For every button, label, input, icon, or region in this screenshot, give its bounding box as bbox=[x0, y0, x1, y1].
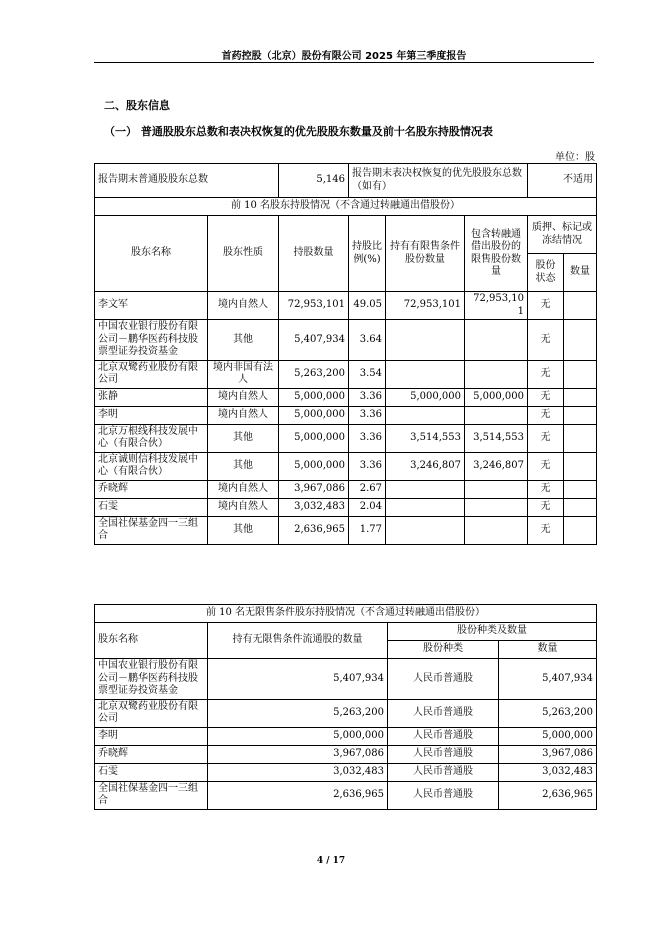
table-row bbox=[95, 781, 597, 809]
holder-ratio: 49.05 bbox=[349, 292, 386, 320]
unrestricted-holders-table bbox=[94, 604, 597, 810]
unrestricted-caption: 前 10 名无限售条件股东持股情况（不含通过转融通出借股份） bbox=[95, 605, 597, 623]
holder-restricted bbox=[386, 406, 465, 424]
holder-pledge-qty bbox=[564, 516, 597, 544]
holder-pledge-status: 无 bbox=[528, 406, 564, 424]
u-holder-qty: 3,032,483 bbox=[208, 763, 388, 781]
holder-lending bbox=[465, 360, 528, 388]
holder-ratio: 3.64 bbox=[349, 320, 386, 361]
table-row bbox=[95, 406, 597, 424]
u-holder-qty: 5,407,934 bbox=[208, 659, 388, 700]
holder-nature: 其他 bbox=[208, 320, 279, 361]
u-share-count: 5,263,200 bbox=[499, 699, 597, 727]
holder-name: 乔晓辉 bbox=[95, 480, 208, 498]
u-holder-name: 北京双鹭药业股份有限公司 bbox=[95, 699, 208, 727]
table-row bbox=[95, 452, 597, 480]
holder-restricted: 3,246,807 bbox=[386, 452, 465, 480]
holder-pledge-status: 无 bbox=[528, 516, 564, 544]
holder-ratio: 3.36 bbox=[349, 388, 386, 406]
holder-pledge-qty bbox=[564, 498, 597, 516]
holder-shares: 3,967,086 bbox=[279, 480, 349, 498]
header-lending: 包含转融通借出股份的限售股份数量 bbox=[465, 216, 528, 292]
holder-shares: 5,000,000 bbox=[279, 406, 349, 424]
holder-name: 北京诚则信科技发展中心（有限合伙） bbox=[95, 452, 208, 480]
table-row bbox=[95, 516, 597, 544]
holder-nature: 境内自然人 bbox=[208, 388, 279, 406]
holder-lending: 3,246,807 bbox=[465, 452, 528, 480]
holder-restricted bbox=[386, 498, 465, 516]
u-holder-qty: 3,967,086 bbox=[208, 745, 388, 763]
holder-ratio: 2.04 bbox=[349, 498, 386, 516]
holder-nature: 境内非国有法人 bbox=[208, 360, 279, 388]
holder-restricted bbox=[386, 360, 465, 388]
u-share-count: 3,032,483 bbox=[499, 763, 597, 781]
holder-name: 李文军 bbox=[95, 292, 208, 320]
table-row bbox=[95, 659, 597, 700]
header-u-name: 股东名称 bbox=[95, 623, 208, 659]
holder-ratio: 3.36 bbox=[349, 424, 386, 452]
holder-shares: 5,407,934 bbox=[279, 320, 349, 361]
u-holder-name: 乔晓辉 bbox=[95, 745, 208, 763]
holder-lending bbox=[465, 480, 528, 498]
header-pledge: 质押、标记或冻结情况 bbox=[528, 216, 597, 254]
table-row bbox=[95, 320, 597, 361]
common-holders-value: 5,146 bbox=[279, 164, 349, 198]
u-holder-name: 石雯 bbox=[95, 763, 208, 781]
holder-pledge-status: 无 bbox=[528, 292, 564, 320]
header-shares: 持股数量 bbox=[279, 216, 349, 292]
holder-restricted: 5,000,000 bbox=[386, 388, 465, 406]
top10-shareholders-table bbox=[94, 163, 597, 545]
holder-ratio: 2.67 bbox=[349, 480, 386, 498]
holder-ratio: 3.54 bbox=[349, 360, 386, 388]
holder-name: 北京双鹭药业股份有限公司 bbox=[95, 360, 208, 388]
holder-nature: 其他 bbox=[208, 516, 279, 544]
holder-pledge-qty bbox=[564, 388, 597, 406]
holder-shares: 5,000,000 bbox=[279, 452, 349, 480]
header-pledge-qty: 数量 bbox=[564, 254, 597, 292]
table-row bbox=[95, 498, 597, 516]
section-title: 二、股东信息 bbox=[104, 99, 170, 112]
u-holder-name: 中国农业银行股份有限公司－鹏华医药科技股票型证券投资基金 bbox=[95, 659, 208, 700]
holder-pledge-status: 无 bbox=[528, 452, 564, 480]
holder-nature: 其他 bbox=[208, 452, 279, 480]
common-holders-label: 报告期末普通股股东总数 bbox=[95, 164, 279, 198]
holder-name: 张静 bbox=[95, 388, 208, 406]
holder-nature: 境内自然人 bbox=[208, 406, 279, 424]
holder-pledge-qty bbox=[564, 452, 597, 480]
header-u-qty: 持有无限售条件流通股的数量 bbox=[208, 623, 388, 659]
header-u-type: 股份种类 bbox=[388, 641, 499, 659]
holder-pledge-status: 无 bbox=[528, 360, 564, 388]
holder-restricted: 72,953,101 bbox=[386, 292, 465, 320]
holder-pledge-qty bbox=[564, 320, 597, 361]
u-holder-name: 李明 bbox=[95, 727, 208, 745]
table-row bbox=[95, 763, 597, 781]
holder-lending bbox=[465, 498, 528, 516]
preferred-holders-value: 不适用 bbox=[528, 164, 597, 198]
holder-nature: 境内自然人 bbox=[208, 498, 279, 516]
header-ratio: 持股比例(%) bbox=[349, 216, 386, 292]
holder-shares: 5,000,000 bbox=[279, 424, 349, 452]
page-number: 4 / 17 bbox=[316, 856, 346, 866]
holder-shares: 5,000,000 bbox=[279, 388, 349, 406]
u-holder-qty: 5,263,200 bbox=[208, 699, 388, 727]
report-header: 首药控股（北京）股份有限公司 2025 年第三季度报告 bbox=[221, 51, 467, 62]
holder-nature: 其他 bbox=[208, 424, 279, 452]
holder-restricted bbox=[386, 480, 465, 498]
header-pledge-status: 股份状态 bbox=[528, 254, 564, 292]
holder-name: 李明 bbox=[95, 406, 208, 424]
u-share-type: 人民币普通股 bbox=[388, 745, 499, 763]
holder-shares: 5,263,200 bbox=[279, 360, 349, 388]
holder-pledge-status: 无 bbox=[528, 480, 564, 498]
holder-name: 中国农业银行股份有限公司－鹏华医药科技股票型证券投资基金 bbox=[95, 320, 208, 361]
holder-restricted bbox=[386, 516, 465, 544]
header-restricted: 持有有限售条件股份数量 bbox=[386, 216, 465, 292]
holder-lending bbox=[465, 320, 528, 361]
header-rule bbox=[94, 62, 594, 63]
table-row bbox=[95, 388, 597, 406]
holder-name: 全国社保基金四一三组合 bbox=[95, 516, 208, 544]
table-row bbox=[95, 745, 597, 763]
holder-shares: 2,636,965 bbox=[279, 516, 349, 544]
u-holder-name: 全国社保基金四一三组合 bbox=[95, 781, 208, 809]
holder-shares: 3,032,483 bbox=[279, 498, 349, 516]
top10-caption: 前 10 名股东持股情况（不含通过转融通出借股份） bbox=[95, 198, 597, 216]
holder-pledge-status: 无 bbox=[528, 498, 564, 516]
holder-pledge-qty bbox=[564, 406, 597, 424]
holder-pledge-qty bbox=[564, 292, 597, 320]
holder-lending: 3,514,553 bbox=[465, 424, 528, 452]
table-row bbox=[95, 727, 597, 745]
holder-name: 北京万根线科技发展中心（有限合伙） bbox=[95, 424, 208, 452]
holder-nature: 境内自然人 bbox=[208, 292, 279, 320]
holder-pledge-qty bbox=[564, 424, 597, 452]
holder-name: 石雯 bbox=[95, 498, 208, 516]
u-share-type: 人民币普通股 bbox=[388, 727, 499, 745]
holder-shares: 72,953,101 bbox=[279, 292, 349, 320]
holder-restricted bbox=[386, 320, 465, 361]
holder-pledge-status: 无 bbox=[528, 320, 564, 361]
holder-pledge-status: 无 bbox=[528, 388, 564, 406]
u-share-count: 5,000,000 bbox=[499, 727, 597, 745]
table-row bbox=[95, 480, 597, 498]
table-row bbox=[95, 699, 597, 727]
preferred-holders-label: 报告期末表决权恢复的优先股股东总数（如有） bbox=[349, 164, 528, 198]
header-holder-name: 股东名称 bbox=[95, 216, 208, 292]
holder-restricted: 3,514,553 bbox=[386, 424, 465, 452]
unit-label: 单位：股 bbox=[555, 152, 595, 163]
holder-lending: 72,953,101 bbox=[465, 292, 528, 320]
u-share-type: 人民币普通股 bbox=[388, 763, 499, 781]
holder-pledge-status: 无 bbox=[528, 424, 564, 452]
u-share-count: 2,636,965 bbox=[499, 781, 597, 809]
u-holder-qty: 5,000,000 bbox=[208, 727, 388, 745]
header-holder-nature: 股东性质 bbox=[208, 216, 279, 292]
table-row bbox=[95, 292, 597, 320]
holder-pledge-qty bbox=[564, 360, 597, 388]
u-share-type: 人民币普通股 bbox=[388, 659, 499, 700]
table-row bbox=[95, 424, 597, 452]
holder-lending: 5,000,000 bbox=[465, 388, 528, 406]
header-u-count: 数量 bbox=[499, 641, 597, 659]
u-holder-qty: 2,636,965 bbox=[208, 781, 388, 809]
table-row bbox=[95, 360, 597, 388]
holder-ratio: 1.77 bbox=[349, 516, 386, 544]
u-share-type: 人民币普通股 bbox=[388, 699, 499, 727]
holder-ratio: 3.36 bbox=[349, 452, 386, 480]
u-share-type: 人民币普通股 bbox=[388, 781, 499, 809]
holder-ratio: 3.36 bbox=[349, 406, 386, 424]
holder-nature: 境内自然人 bbox=[208, 480, 279, 498]
holder-lending bbox=[465, 516, 528, 544]
holder-lending bbox=[465, 406, 528, 424]
subsection-title: （一） 普通股股东总数和表决权恢复的优先股股东数量及前十名股东持股情况表 bbox=[104, 125, 493, 138]
u-share-count: 5,407,934 bbox=[499, 659, 597, 700]
holder-pledge-qty bbox=[564, 480, 597, 498]
u-share-count: 3,967,086 bbox=[499, 745, 597, 763]
header-u-type-group: 股份种类及数量 bbox=[388, 623, 597, 641]
